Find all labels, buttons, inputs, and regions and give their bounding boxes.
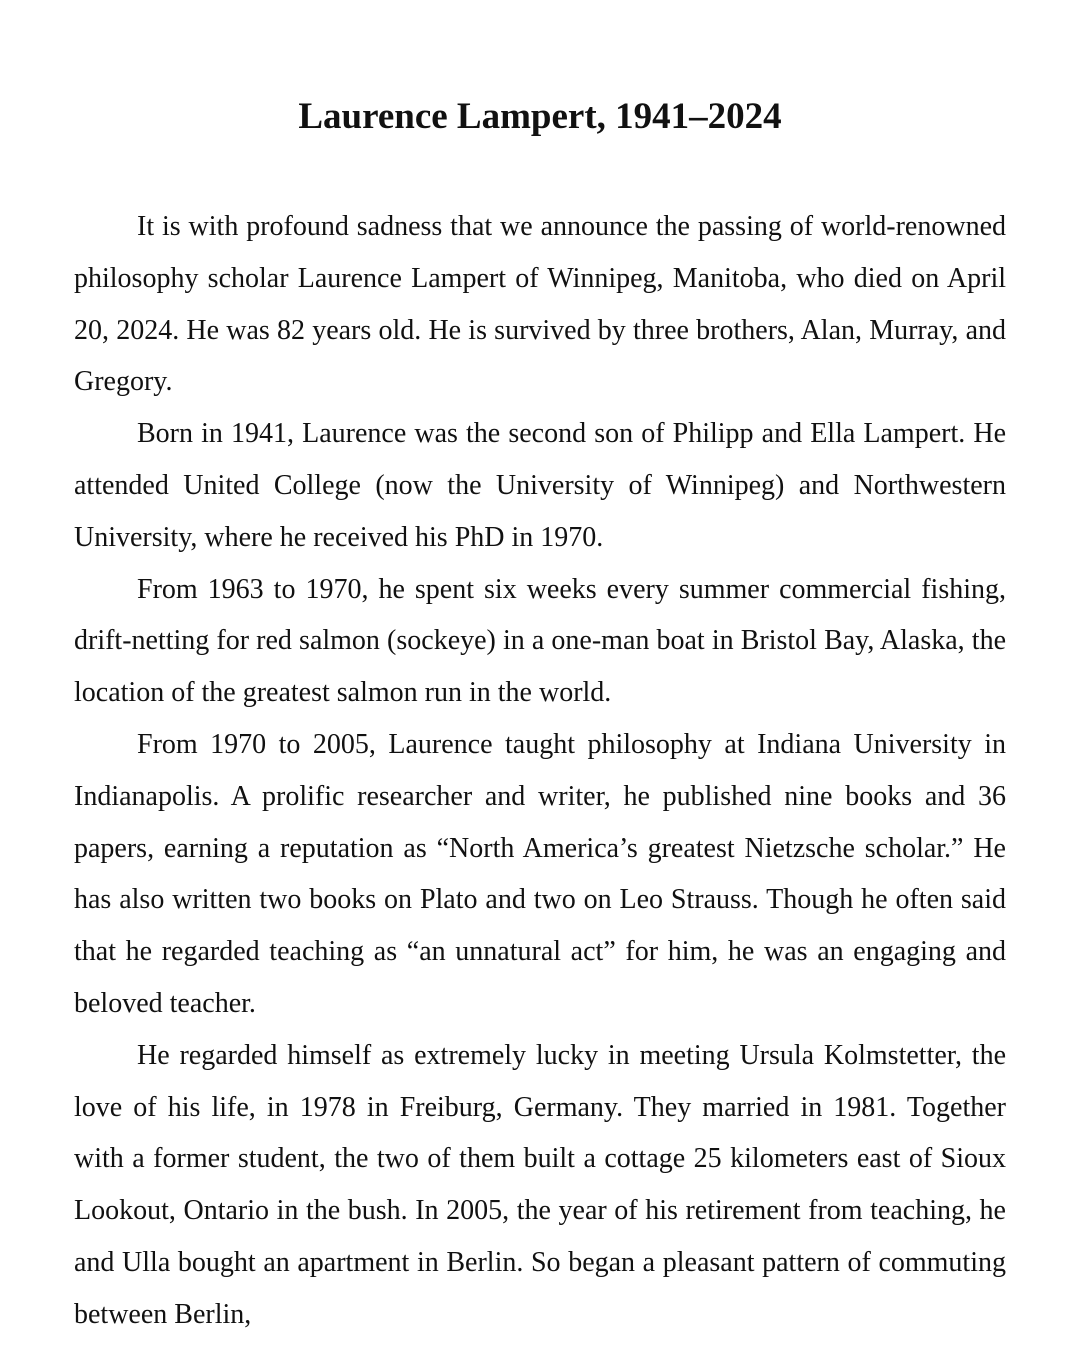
- paragraph-3: From 1963 to 1970, he spent six weeks every summer commercial fishing, drift-netting for red salmon (sockeye) in a one-man boat in Bristol Bay, Alaska, the location of the greatest salmon run in the world.: [74, 573, 1006, 709]
- paragraph-1: It is with profound sadness that we announce the passing of world-renowned philosophy scholar Laurence Lampert of Winnipeg, Manitoba, who died on April 20, 2024. He was 82 years old. He is survived by three brothers, Alan, Murray, and Gregory.: [74, 211, 1006, 398]
- paragraph-2: Born in 1941, Laurence was the second son of Philipp and Ella Lampert. He attended United College (now the University of Winnipeg) and Northwestern University, where he received his PhD in 1970.: [74, 418, 1006, 553]
- document-title: Laurence Lampert, 1941–2024: [298, 96, 782, 137]
- paragraph-4: From 1970 to 2005, Laurence taught philosophy at Indiana University in Indianapolis. A prolific researcher and writer, he published nine books and 36 papers, earning a reputation as “North America’s greatest Nietzsche scholar.” He has also written two books on Plato and two on Leo Strauss. Though he often said that he regarded teaching as “an unnatural act” for him, he was an engaging and beloved teacher.: [74, 728, 1006, 1019]
- document-body: [74, 201, 1006, 1341]
- paragraph-5: He regarded himself as extremely lucky in meeting Ursula Kolmstetter, the love of his life, in 1978 in Freiburg, Germany. They married in 1981. Together with a former student, the two of them built a cottage 25 kilometers east of Sioux Lookout, Ontario in the bush. In 2005, the year of his retirement from teaching, he and Ulla bought an apartment in Berlin. So began a pleasant pattern of commuting between Berlin,: [74, 1039, 1006, 1330]
